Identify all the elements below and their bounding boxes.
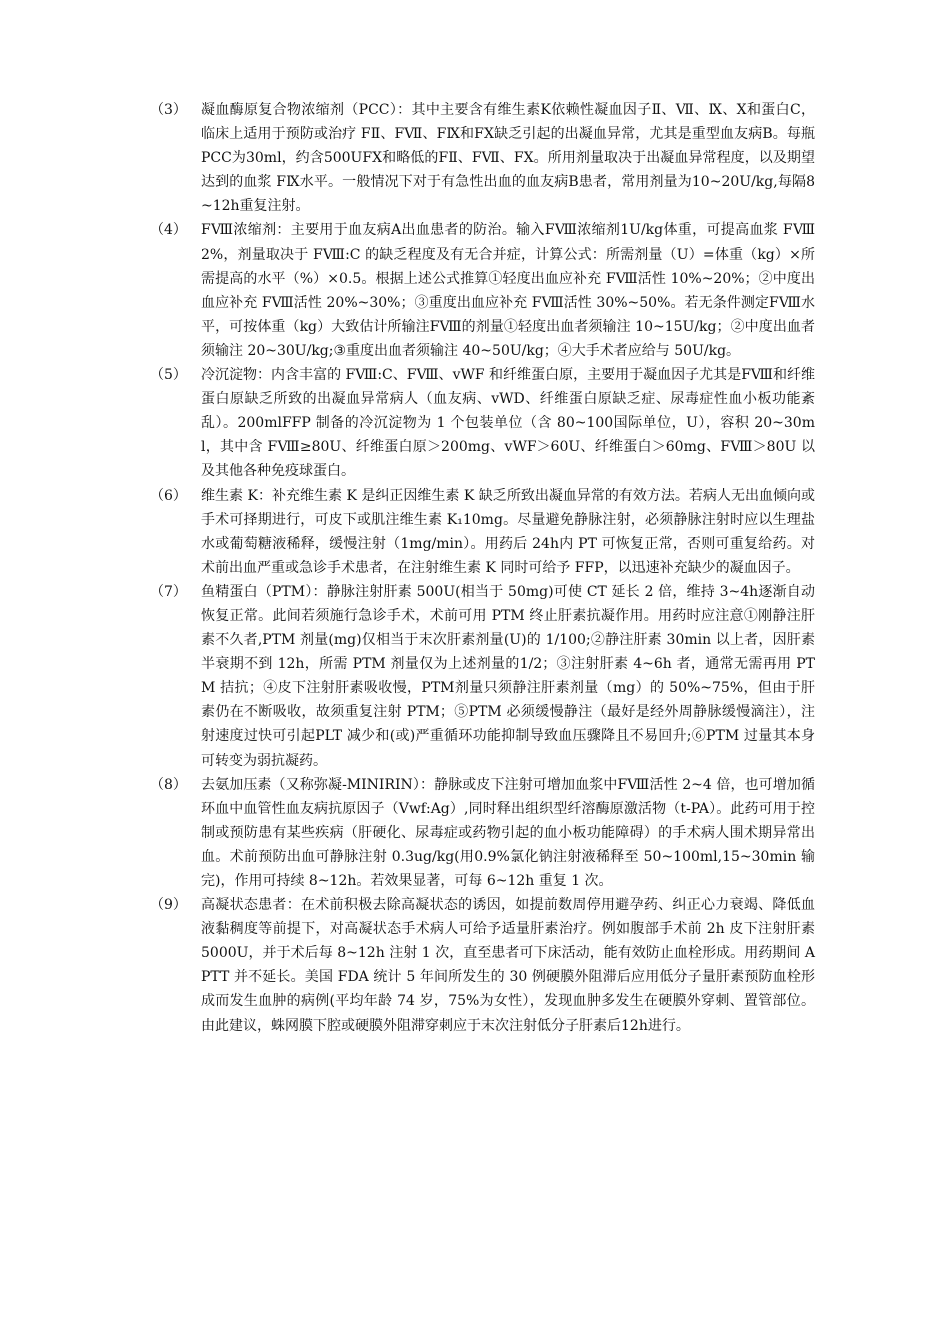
item-text: 去氨加压素（又称弥凝-MINIRIN）：静脉或皮下注射可增加血浆中FⅧ活性 2~4 倍，也可增加循环血中血管性血友病抗原因子（Vwf:Ag）,同时释出组织型纤溶酶原激活物（t-PA）。此药可用于控制或预防患有某些疾病（肝硬化、尿毒症或药物引起的血小板功能障碍）的手术病人围术期异常出血。术前预防出血可静脉注射 0.3ug/kg(用0.9%氯化钠注射液稀释至 50~100ml,15~30min 输完)，作用可持续 8~12h。若效果显著，可每 6~12h 重复 1 次。 xyxy=(201,776,815,889)
item-number: （9） xyxy=(150,897,187,914)
item-number: （6） xyxy=(150,487,187,504)
list-item xyxy=(150,893,815,1038)
item-text: 鱼精蛋白（PTM）：静脉注射肝素 500U(相当于 50mg)可使 CT 延长 2 倍，维持 3~4h逐渐自动恢复正常。此间若须施行急诊手术，术前可用 PTM 终止肝素抗凝作用。用药时应注意①刚静注肝素不久者,PTM 剂量(mg)仅相当于末次肝素剂量(U)的 1/100;②静注肝素 30min 以上者，因肝素半衰期不到 12h，所需 PTM 剂量仅为上述剂量的1/2；③注射肝素 4~6h 者，通常无需再用 PTM 拮抗；④皮下注射肝素吸收慢，PTM剂量只须静注肝素剂量（mg）的 50%~75%，但由于肝素仍在不断吸收，故须重复注射 PTM；⑤PTM 必须缓慢静注（最好是经外周静脉缓慢滴注），注射速度过快可引起PLT 减少和(或)严重循环功能抑制导致血压骤降且不易回升;⑥PTM 过量其本身可转变为弱抗凝药。 xyxy=(201,583,815,769)
item-text: FⅧ浓缩剂：主要用于血友病A出血患者的防治。输入FⅧ浓缩剂1U/kg体重，可提高血浆 FⅧ2%，剂量取决于 FⅧ:C 的缺乏程度及有无合并症，计算公式：所需剂量（U）=体重（kg）×所需提高的水平（%）×0.5。根据上述公式推算①轻度出血应补充 FⅧ活性 10%~20%；②中度出血应补充 FⅧ活性 20%~30%；③重度出血应补充 FⅧ活性 30%~50%。若无条件测定FⅧ水平，可按体重（kg）大致估计所输注FⅧ的剂量①轻度出血者须输注 10~15U/kg；②中度出血者须输注 20~30U/kg;③重度出血者须输注 40~50U/kg；④大手术者应给与 50U/kg。 xyxy=(201,222,815,359)
item-number: （3） xyxy=(150,102,187,118)
item-number: （8） xyxy=(150,776,187,793)
item-text: 高凝状态患者：在术前积极去除高凝状态的诱因，如提前数周停用避孕药、纠正心力衰竭、降低血液黏稠度等前提下，对高凝状态手术病人可给予适量肝素治疗。例如腹部手术前 2h 皮下注射肝素 5000U，并于术后每 8~12h 注射 1 次，直至患者可下床活动，能有效防止血栓形成。用药期间 APTT 并不延长。美国 FDA 统计 5 年间所发生的 30 例硬膜外阻滞后应用低分子量肝素预防血栓形成而发生血肿的病例(平均年龄 74 岁，75%为女性），发现血肿多发生在硬膜外穿刺、置管部位。由此建议，蛛网膜下腔或硬膜外阻滞穿刺应于末次注射低分子肝素后12h进行。 xyxy=(201,897,815,1034)
item-text: 冷沉淀物：内含丰富的 FⅧ:C、FⅧ、vWF 和纤维蛋白原，主要用于凝血因子尤其是FⅧ和纤维蛋白原缺乏所致的出凝血异常病人（血友病、vWD、纤维蛋白原缺乏症、尿毒症性血小板功能紊乱）。200mlFFP 制备的冷沉淀物为 1 个包装单位（含 80~100国际单位，U），容积 20~30ml，其中含 FⅧ≥80U、纤维蛋白原＞200mg、vWF＞60U、纤维蛋白＞60mg、FⅧ＞80U 以及其他各种免疫球蛋白。 xyxy=(201,367,815,480)
item-number: （4） xyxy=(150,222,187,239)
item-number: （7） xyxy=(150,583,187,600)
list-item xyxy=(150,773,815,893)
list-item xyxy=(150,580,815,773)
numbered-list xyxy=(150,98,815,1038)
list-item xyxy=(150,484,815,580)
list-item xyxy=(150,363,815,483)
item-number: （5） xyxy=(150,367,187,384)
item-text: 维生素 K：补充维生素 K 是纠正因维生素 K 缺乏所致出凝血异常的有效方法。若病人无出血倾向或手术可择期进行，可皮下或肌注维生素 K₁10mg。尽量避免静脉注射，必须静脉注射时应以生理盐水或葡萄糖液稀释，缓慢注射（1mg/min）。用药后 24h内 PT 可恢复正常，否则可重复给药。对术前出血严重或急诊手术患者，在注射维生素 K 同时可给予 FFP，以迅速补充缺少的凝血因子。 xyxy=(201,487,815,576)
list-item xyxy=(150,98,815,218)
list-item xyxy=(150,218,815,363)
item-text: 凝血酶原复合物浓缩剂（PCC）：其中主要含有维生素K依赖性凝血因子Ⅱ、Ⅶ、Ⅸ、Ⅹ和蛋白C，临床上适用于预防或治疗 FⅡ、FⅦ、FⅨ和FⅩ缺乏引起的出凝血异常，尤其是重型血友病B。每瓶PCC为30ml，约含500UFⅩ和略低的FⅡ、FⅦ、FⅩ。所用剂量取决于出凝血异常程度，以及期望达到的血浆 FⅨ水平。一般情况下对于有急性出血的血友病B患者，常用剂量为10~20U/kg,每隔8~12h重复注射。 xyxy=(201,102,815,215)
